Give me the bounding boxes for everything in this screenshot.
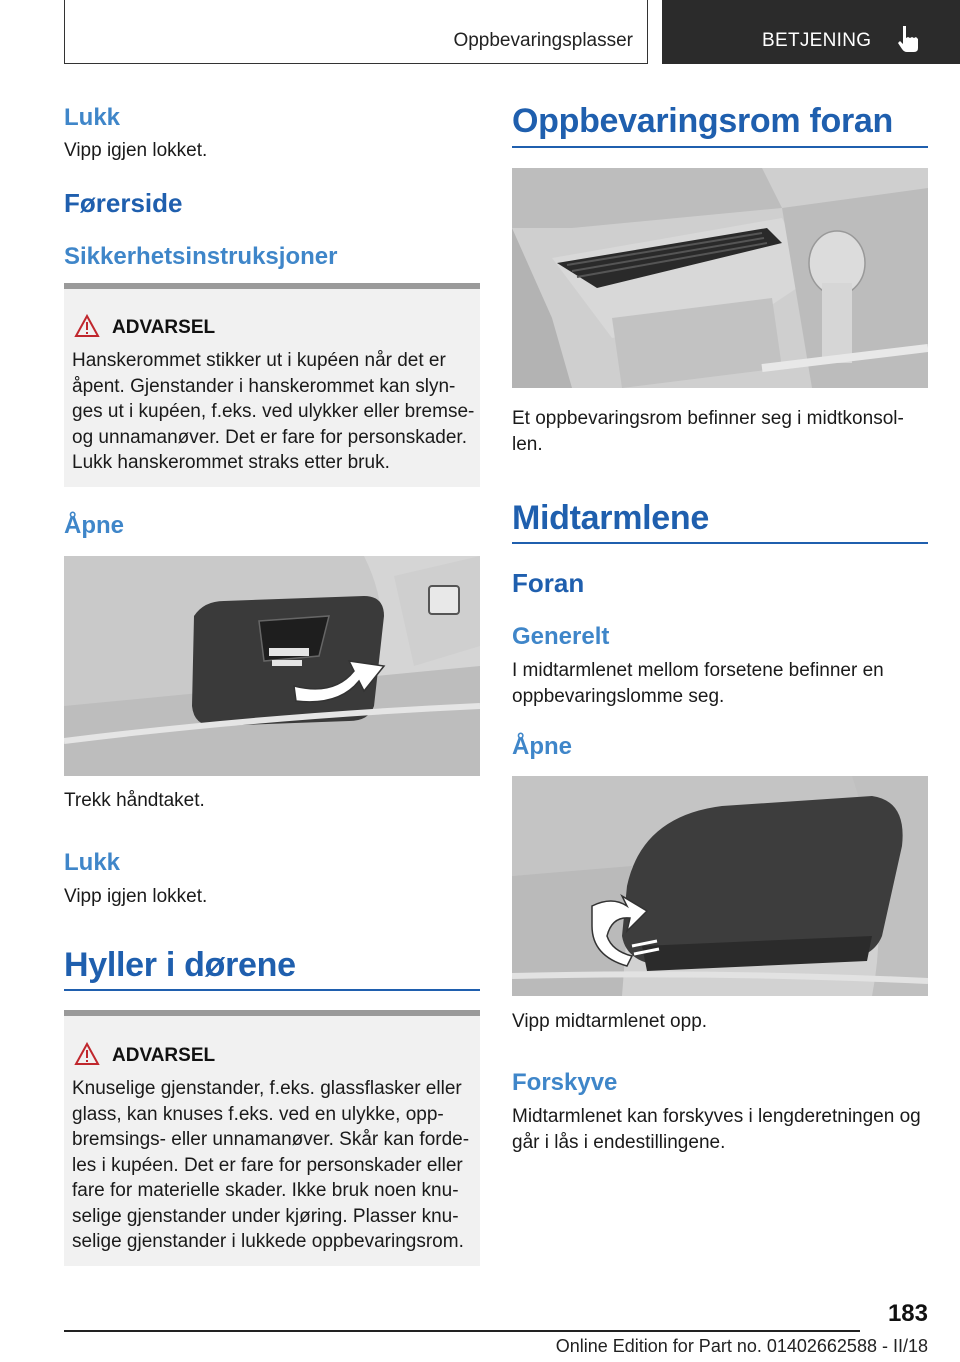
warning-line: glass, kan knuses f.eks. ved en ulykke, opp-	[72, 1103, 444, 1125]
forerside-heading: Førerside	[64, 188, 183, 218]
hyller-heading: Hyller i dørene	[64, 946, 296, 984]
header-chapter-title: BETJENING	[762, 30, 872, 51]
oppbevaring-caption-line: len.	[512, 434, 543, 455]
warning-triangle-icon	[74, 1042, 100, 1066]
foran-heading: Foran	[512, 568, 585, 598]
pointing-hand-icon	[896, 24, 922, 54]
warning-title: ADVARSEL	[112, 1045, 216, 1066]
warning-line: Hanskerommet stikker ut i kupéen når det er	[72, 350, 446, 371]
glovebox-handle-illustration	[64, 556, 480, 776]
header-section-box	[64, 0, 648, 64]
header-chapter-box	[662, 0, 960, 64]
heading-rule	[64, 989, 480, 991]
armrest-open-illustration	[512, 776, 928, 996]
lukk-heading-2: Lukk	[64, 849, 121, 876]
warning-line: bremsings- eller unnamanøver. Skår kan forde-	[72, 1129, 470, 1150]
header-section-title: Oppbevaringsplasser	[453, 30, 633, 51]
apne-heading-right: Åpne	[512, 733, 572, 760]
warning-triangle-icon	[74, 314, 100, 338]
footer-rule	[64, 1330, 860, 1332]
forskyve-line: går i lås i endestillingene.	[512, 1132, 726, 1153]
generelt-line: oppbevaringslomme seg.	[512, 686, 725, 707]
midtarmlene-heading: Midtarmlene	[512, 499, 709, 537]
generelt-line: I midtarmlenet mellom forsetene befinner en	[512, 660, 884, 681]
forskyve-heading: Forskyve	[512, 1069, 618, 1096]
forskyve-line: Midtarmlenet kan forskyves i lengderetningen og	[512, 1106, 921, 1127]
warning-line: Knuselige gjenstander, f.eks. glassflasker eller	[72, 1078, 462, 1099]
warning-line: ges ut i kupéen, f.eks. ved ulykker eller bremse-	[72, 401, 475, 422]
warning-line: og unnamanøver. Det er fare for personskader.	[72, 426, 467, 448]
footer-edition: Online Edition for Part no. 01402662588 - II/18	[555, 1336, 928, 1356]
warning-line: fare for materielle skader. Ikke bruk noen knu-	[72, 1180, 459, 1201]
sikkerhet-heading: Sikkerhetsinstruksjoner	[64, 243, 338, 270]
warning-line: selige gjenstander i lukkede oppbevaringsrom.	[72, 1231, 464, 1252]
oppbevaring-heading: Oppbevaringsrom foran	[512, 102, 893, 140]
console-storage-illustration	[512, 168, 928, 388]
lukk-heading: Lukk	[64, 104, 121, 131]
warning-box-door-shelves	[64, 1010, 480, 1266]
warning-title: ADVARSEL	[112, 317, 216, 338]
apne-caption-left: Trekk håndtaket.	[64, 790, 205, 811]
page-number: 183	[887, 1300, 928, 1327]
oppbevaring-caption-line: Et oppbevaringsrom befinner seg i midtkonsol-	[512, 408, 904, 429]
lukk-text: Vipp igjen lokket.	[64, 140, 208, 161]
generelt-heading: Generelt	[512, 623, 610, 650]
apne-caption-right: Vipp midtarmlenet opp.	[512, 1011, 708, 1032]
warning-line: les i kupéen. Det er fare for personskader eller	[72, 1154, 463, 1176]
heading-rule	[512, 542, 928, 544]
apne-heading-left: Åpne	[64, 512, 124, 539]
heading-rule	[512, 146, 928, 148]
warning-line: åpent. Gjenstander i hanskerommet kan slyn-	[72, 375, 456, 397]
lukk-text-2: Vipp igjen lokket.	[64, 886, 208, 907]
warning-line: selige gjenstander under kjøring. Plasser knu-	[72, 1205, 459, 1227]
warning-line: Lukk hanskerommet straks etter bruk.	[72, 452, 390, 473]
warning-box-glovebox	[64, 283, 480, 487]
